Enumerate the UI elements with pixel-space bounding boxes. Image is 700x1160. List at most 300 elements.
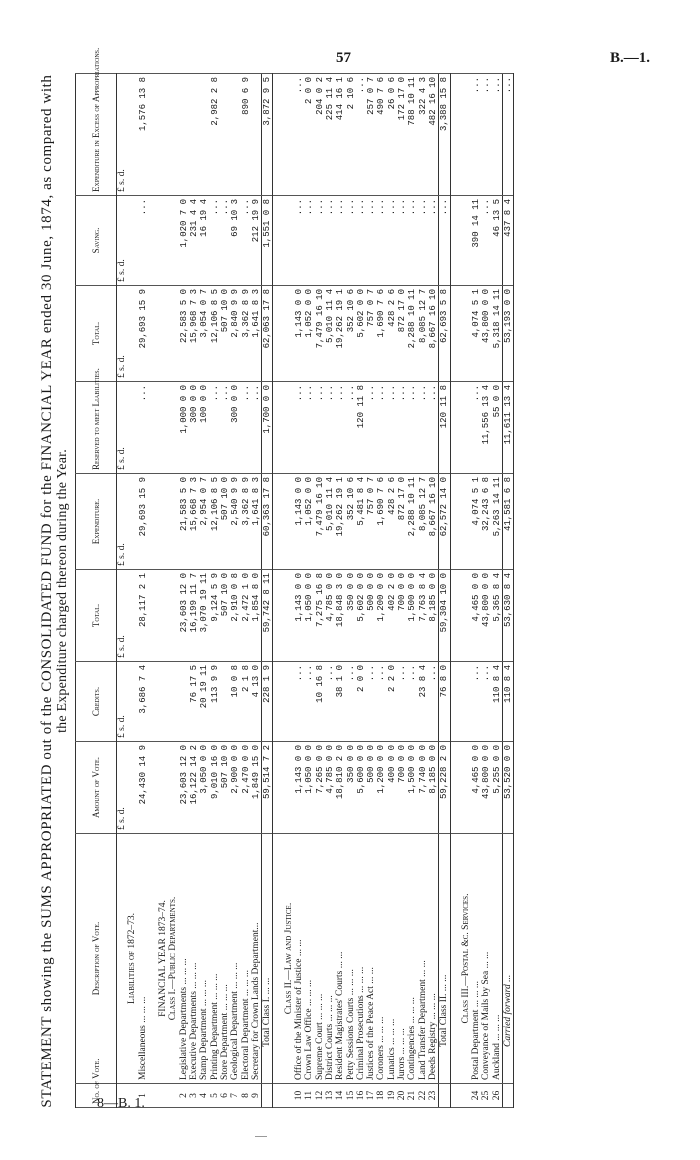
cell-saving: ... <box>366 196 376 286</box>
cell-total: 7,275 16 8 <box>315 570 325 662</box>
cell-res: ... <box>376 382 386 474</box>
spacer-row <box>273 74 284 1108</box>
cell-total: 4,465 0 0 <box>471 570 481 662</box>
cell-excess <box>189 74 199 196</box>
header-description: Description of Vote. <box>76 834 117 1084</box>
cell-credits: 113 9 9 <box>210 662 220 742</box>
cell-excess: 257 0 7 <box>366 74 376 196</box>
cell-exp: 2,954 0 7 <box>199 474 209 570</box>
vote-description: Legislative Departments ... ... ... <box>179 834 189 1084</box>
cell-total: 43,800 0 0 <box>481 570 491 662</box>
cell-total: 507 10 0 <box>220 570 230 662</box>
cell-res: 11,611 13 4 <box>502 382 513 474</box>
cell-exp: 3,362 8 9 <box>241 474 251 570</box>
header-expenditure: Expenditure. <box>76 474 117 570</box>
cell-credits: 76 8 0 <box>439 662 450 742</box>
cell-amount: 59,514 7 2 <box>262 742 273 834</box>
vote-number: 6 <box>220 1084 230 1108</box>
table-row <box>315 74 325 1108</box>
cell-exp: 8,667 16 10 <box>428 474 439 570</box>
vote-number: 15 <box>346 1084 356 1108</box>
cell-amount: 1,849 15 0 <box>251 742 262 834</box>
vote-number: 16 <box>356 1084 366 1108</box>
cell-total: 5,602 0 0 <box>356 570 366 662</box>
cell-saving: 1,020 7 0 <box>179 196 189 286</box>
vote-description: Conveyance of Mails by Sea ... ... <box>481 834 491 1084</box>
cell-amount: 53,520 0 0 <box>502 742 513 834</box>
cell-credits: ... <box>304 662 314 742</box>
cell-total: 1,050 0 0 <box>304 570 314 662</box>
cell-excess: 414 16 1 <box>335 74 345 196</box>
table-row <box>220 74 230 1108</box>
cell-res: ... <box>387 382 397 474</box>
cell-saving: ... <box>294 196 304 286</box>
cell-res: ... <box>346 382 356 474</box>
cell-res: ... <box>418 382 428 474</box>
cell-saving: ... <box>481 196 491 286</box>
section-heading-row <box>127 74 137 1108</box>
cell-excess: ... <box>481 74 491 196</box>
cell-saving: ... <box>356 196 366 286</box>
vote-number: 19 <box>387 1084 397 1108</box>
cell-amount: 1,143 0 0 <box>294 742 304 834</box>
cell-total: 59,742 8 11 <box>262 570 273 662</box>
table-row <box>241 74 251 1108</box>
cell-amount: 2,470 0 0 <box>241 742 251 834</box>
section-heading: FINANCIAL YEAR 1873–74. <box>158 834 168 1084</box>
cell-credits: ... <box>397 662 407 742</box>
vote-description: Deeds Registry ... ... ... <box>428 834 439 1084</box>
cell-total: 350 0 0 <box>346 570 356 662</box>
table-body <box>117 74 514 1108</box>
cell-amount: 5,255 0 0 <box>492 742 503 834</box>
cell-saving: ... <box>407 196 417 286</box>
cell-excess: ... <box>492 74 503 196</box>
cell-credits: ... <box>471 662 481 742</box>
cell-credits: 2 0 0 <box>356 662 366 742</box>
cell-res: 100 0 0 <box>199 382 209 474</box>
cell-tot2: 5,318 14 11 <box>492 286 503 382</box>
cell-amount: 24,430 14 9 <box>138 742 148 834</box>
cell-exp: 1,641 8 3 <box>251 474 262 570</box>
table-row <box>387 74 397 1108</box>
table-row <box>492 74 503 1108</box>
cell-res: ... <box>366 382 376 474</box>
table-row <box>418 74 428 1108</box>
cell-amount: 18,810 2 0 <box>335 742 345 834</box>
cell-tot2: 757 0 7 <box>366 286 376 382</box>
cell-saving: ... <box>418 196 428 286</box>
cell-res: 11,556 13 4 <box>481 382 491 474</box>
section-heading: Liabilities of 1872–73. <box>127 834 137 1084</box>
cell-amount: 2,900 0 0 <box>230 742 240 834</box>
cell-exp: 352 10 6 <box>346 474 356 570</box>
cell-credits: ... <box>376 662 386 742</box>
cell-res: ... <box>335 382 345 474</box>
cell-amount: 5,600 0 0 <box>356 742 366 834</box>
vote-number: 3 <box>189 1084 199 1108</box>
cell-saving: 1,551 0 8 <box>262 196 273 286</box>
header-credits: Credits. <box>76 662 117 742</box>
cell-res: ... <box>294 382 304 474</box>
vote-number: 25 <box>481 1084 491 1108</box>
cell-total: 1,854 8 0 <box>251 570 262 662</box>
cell-excess: ... <box>356 74 366 196</box>
footer-reference: 8—B. 1. <box>97 1096 145 1111</box>
table-row <box>251 74 262 1108</box>
total-row <box>439 74 450 1108</box>
cell-saving: ... <box>220 196 230 286</box>
table-row <box>325 74 335 1108</box>
cell-excess: 1,576 13 8 <box>138 74 148 196</box>
cell-saving: ... <box>138 196 148 286</box>
cell-exp: 1,143 0 0 <box>294 474 304 570</box>
total-row <box>262 74 273 1108</box>
cell-exp: 428 2 6 <box>387 474 397 570</box>
cell-credits: ... <box>428 662 439 742</box>
table-row <box>179 74 189 1108</box>
table-row <box>199 74 209 1108</box>
vote-number: 13 <box>325 1084 335 1108</box>
units-cell: £ s. d. <box>117 286 128 382</box>
cell-res: ... <box>210 382 220 474</box>
section-heading-row <box>168 74 178 1108</box>
vote-description: Land Transfer Department ... ... <box>418 834 428 1084</box>
header-total: Total. <box>76 570 117 662</box>
cell-excess: 890 6 9 <box>241 74 251 196</box>
cell-saving: ... <box>210 196 220 286</box>
cell-saving: ... <box>315 196 325 286</box>
footer-dash <box>255 1136 267 1137</box>
cell-excess <box>220 74 230 196</box>
cell-excess: 3,388 15 8 <box>439 74 450 196</box>
vote-number: 23 <box>428 1084 439 1108</box>
cell-exp: 5,263 14 11 <box>492 474 503 570</box>
cell-saving: 212 19 9 <box>251 196 262 286</box>
vote-description: Jurors ... ... ... <box>397 834 407 1084</box>
cell-excess: ... <box>294 74 304 196</box>
cell-exp: 60,363 17 8 <box>262 474 273 570</box>
vote-number: 8 <box>241 1084 251 1108</box>
cell-total: 16,199 11 7 <box>189 570 199 662</box>
cell-exp: 21,583 5 0 <box>179 474 189 570</box>
cell-res: ... <box>304 382 314 474</box>
cell-excess: 2,982 2 8 <box>210 74 220 196</box>
cell-saving: 46 13 5 <box>492 196 503 286</box>
cell-amount: 9,010 16 0 <box>210 742 220 834</box>
page-reference: B.—1. <box>610 50 651 66</box>
vote-description: Executive Departments ... ... ... <box>189 834 199 1084</box>
cell-total: 23,603 12 0 <box>179 570 189 662</box>
section-heading-row <box>158 74 168 1108</box>
table-row <box>189 74 199 1108</box>
cell-tot2: 8,085 12 7 <box>418 286 428 382</box>
cell-credits: 23 8 4 <box>418 662 428 742</box>
table-row <box>356 74 366 1108</box>
table-row <box>471 74 481 1108</box>
cell-excess: ... <box>502 74 513 196</box>
cell-saving: ... <box>376 196 386 286</box>
vote-number: 14 <box>335 1084 345 1108</box>
cell-excess <box>179 74 189 196</box>
cell-credits: ... <box>325 662 335 742</box>
cell-amount: 1,050 0 0 <box>304 742 314 834</box>
cell-total: 1,500 0 0 <box>407 570 417 662</box>
vote-number: 5 <box>210 1084 220 1108</box>
cell-credits: 10 0 8 <box>230 662 240 742</box>
vote-description: Stamp Department ... ... ... <box>199 834 209 1084</box>
cell-exp: 5,481 8 4 <box>356 474 366 570</box>
header-total-2: Total. <box>76 286 117 382</box>
spacer-row <box>450 74 461 1108</box>
section-heading: Class I.—Public Departments. <box>168 834 178 1084</box>
cell-exp: 757 0 7 <box>366 474 376 570</box>
cell-excess: 490 7 6 <box>376 74 386 196</box>
cell-saving: ... <box>387 196 397 286</box>
vote-number <box>439 1084 450 1108</box>
cell-tot2: 352 10 6 <box>346 286 356 382</box>
section-heading: Class III.—Postal &c. Services. <box>461 834 471 1084</box>
vote-description: Store Department ... ... ... <box>220 834 230 1084</box>
vote-description: Printing Department ... ... ... <box>210 834 220 1084</box>
header-saving: Saving. <box>76 196 117 286</box>
cell-credits: ... <box>294 662 304 742</box>
units-cell: £ s. d. <box>117 742 128 834</box>
statement-title <box>39 74 71 1108</box>
vote-number: 22 <box>418 1084 428 1108</box>
cell-tot2: 5,602 0 0 <box>356 286 366 382</box>
units-cell: £ s. d. <box>117 74 128 196</box>
units-cell: £ s. d. <box>117 382 128 474</box>
cell-res: ... <box>428 382 439 474</box>
cell-amount: 1,500 0 0 <box>407 742 417 834</box>
cell-amount: 59,228 2 0 <box>439 742 450 834</box>
vote-description: Total Class I. ... ... <box>262 834 273 1084</box>
vote-description: Lunatics ... ... ... <box>387 834 397 1084</box>
cell-tot2: 53,193 0 0 <box>502 286 513 382</box>
cell-saving: 390 14 11 <box>471 196 481 286</box>
units-cell: £ s. d. <box>117 570 128 662</box>
cell-amount: 500 0 0 <box>366 742 376 834</box>
cell-saving: ... <box>335 196 345 286</box>
cell-res: ... <box>407 382 417 474</box>
cell-excess <box>199 74 209 196</box>
vote-description: Resident Magistrates' Courts ... ... <box>335 834 345 1084</box>
cell-tot2: 22,583 5 0 <box>179 286 189 382</box>
cell-exp: 1,690 7 6 <box>376 474 386 570</box>
cell-saving: 231 4 4 <box>189 196 199 286</box>
vote-description: Miscellaneous ... ... ... <box>138 834 148 1084</box>
cell-total: 8,185 0 0 <box>428 570 439 662</box>
cell-excess: 2 0 0 <box>304 74 314 196</box>
cell-saving: 16 19 4 <box>199 196 209 286</box>
cell-exp: 8,085 12 7 <box>418 474 428 570</box>
cell-amount: 3,050 0 0 <box>199 742 209 834</box>
cell-total: 1,143 0 0 <box>294 570 304 662</box>
cell-total: 500 0 0 <box>366 570 376 662</box>
page-number: 57 <box>336 50 351 66</box>
units-row <box>117 74 128 1108</box>
cell-exp: 7,479 16 10 <box>315 474 325 570</box>
cell-res: ... <box>241 382 251 474</box>
cell-total: 59,304 10 0 <box>439 570 450 662</box>
cell-credits: 2 1 8 <box>241 662 251 742</box>
cell-tot2: 62,063 17 8 <box>262 286 273 382</box>
cell-total: 402 2 0 <box>387 570 397 662</box>
header-vote-number: No. of Vote. <box>76 1084 117 1108</box>
cell-tot2: 15,968 7 3 <box>189 286 199 382</box>
cell-amount: 8,185 0 0 <box>428 742 439 834</box>
vote-number: 7 <box>230 1084 240 1108</box>
vote-number: 4 <box>199 1084 209 1108</box>
cell-exp: 2,540 9 9 <box>230 474 240 570</box>
cell-tot2: 428 2 6 <box>387 286 397 382</box>
vote-number: 12 <box>315 1084 325 1108</box>
cell-exp: 62,572 14 0 <box>439 474 450 570</box>
cell-tot2: 3,362 8 9 <box>241 286 251 382</box>
table-row <box>138 74 148 1108</box>
title-line-2: the Expenditure charged thereon during the Year. <box>55 449 70 733</box>
vote-number: 17 <box>366 1084 376 1108</box>
units-cell: £ s. d. <box>117 662 128 742</box>
cell-credits: 3,686 7 4 <box>138 662 148 742</box>
cell-credits: 228 1 9 <box>262 662 273 742</box>
cell-credits: 10 16 8 <box>315 662 325 742</box>
cell-excess: 204 0 2 <box>315 74 325 196</box>
table-row <box>481 74 491 1108</box>
cell-tot2: 43,800 0 0 <box>481 286 491 382</box>
table-row <box>407 74 417 1108</box>
cell-tot2: 5,010 11 4 <box>325 286 335 382</box>
table-row <box>346 74 356 1108</box>
cell-saving: ... <box>439 196 450 286</box>
section-heading-row <box>284 74 294 1108</box>
vote-number: 9 <box>251 1084 262 1108</box>
cell-exp: 507 10 0 <box>220 474 230 570</box>
cell-tot2: 1,052 0 0 <box>304 286 314 382</box>
vote-description: Office of the Minister of Justice ... ... <box>294 834 304 1084</box>
cell-total: 2,472 1 0 <box>241 570 251 662</box>
cell-tot2: 8,667 16 10 <box>428 286 439 382</box>
vote-number <box>262 1084 273 1108</box>
cell-amount: 4,465 0 0 <box>471 742 481 834</box>
vote-description: Coroners ... ... ... <box>376 834 386 1084</box>
cell-excess: 482 16 10 <box>428 74 439 196</box>
carried-forward-row <box>502 74 513 1108</box>
cell-exp: 32,243 6 8 <box>481 474 491 570</box>
cell-saving: ... <box>304 196 314 286</box>
cell-tot2: 872 17 0 <box>397 286 407 382</box>
cell-saving: 437 8 4 <box>502 196 513 286</box>
cell-res: 120 11 8 <box>439 382 450 474</box>
cell-credits: 2 2 0 <box>387 662 397 742</box>
cell-tot2: 29,693 15 9 <box>138 286 148 382</box>
vote-number: 10 <box>294 1084 304 1108</box>
vote-number: 18 <box>376 1084 386 1108</box>
cell-exp: 19,262 19 1 <box>335 474 345 570</box>
cell-res: ... <box>315 382 325 474</box>
cell-res: ... <box>471 382 481 474</box>
vote-number: 1 <box>138 1084 148 1108</box>
cell-excess: 26 0 6 <box>387 74 397 196</box>
cell-saving: ... <box>397 196 407 286</box>
vote-number: 21 <box>407 1084 417 1108</box>
table-row <box>428 74 439 1108</box>
cell-saving: ... <box>428 196 439 286</box>
cell-amount: 1,200 0 0 <box>376 742 386 834</box>
vote-description: Crown Law Office ... ... ... <box>304 834 314 1084</box>
cell-amount: 4,785 0 0 <box>325 742 335 834</box>
vote-description: Justices of the Peace Act ... ... <box>366 834 376 1084</box>
cell-credits: 38 1 0 <box>335 662 345 742</box>
cell-amount: 43,800 0 0 <box>481 742 491 834</box>
cell-excess: ... <box>471 74 481 196</box>
appropriation-table <box>75 47 514 1108</box>
cell-credits: 110 8 4 <box>492 662 503 742</box>
cell-total: 28,117 2 1 <box>138 570 148 662</box>
cell-amount: 23,603 12 0 <box>179 742 189 834</box>
cell-amount: 350 0 0 <box>346 742 356 834</box>
cell-credits: ... <box>366 662 376 742</box>
table-row <box>230 74 240 1108</box>
cell-total: 4,785 0 0 <box>325 570 335 662</box>
cell-exp: 5,010 11 4 <box>325 474 335 570</box>
table-row <box>335 74 345 1108</box>
cell-tot2: 62,693 5 8 <box>439 286 450 382</box>
cell-excess <box>230 74 240 196</box>
vote-description: District Courts ... ... ... <box>325 834 335 1084</box>
cell-res: ... <box>325 382 335 474</box>
cell-res: ... <box>220 382 230 474</box>
cell-exp: 2,288 10 11 <box>407 474 417 570</box>
title-line-1: STATEMENT showing the SUMS APPROPRIATED out of the CONSOLIDATED FUND for the FINANCIAL YEAR ended 30 June, 1874, as compared with <box>39 74 55 1108</box>
vote-description: Electoral Department ... ... ... <box>241 834 251 1084</box>
cell-credits <box>220 662 230 742</box>
cell-res: 300 0 0 <box>189 382 199 474</box>
cell-excess <box>251 74 262 196</box>
table-row <box>366 74 376 1108</box>
cell-exp: 41,581 6 8 <box>502 474 513 570</box>
cell-tot2: 19,262 19 1 <box>335 286 345 382</box>
cell-total: 700 0 0 <box>397 570 407 662</box>
vote-number: 11 <box>304 1084 314 1108</box>
spacer-row <box>148 74 158 1108</box>
vote-description: Supreme Court ... ... ... <box>315 834 325 1084</box>
cell-amount: 700 0 0 <box>397 742 407 834</box>
cell-total: 3,070 19 11 <box>199 570 209 662</box>
cell-excess: 225 11 4 <box>325 74 335 196</box>
cell-credits: 4 13 0 <box>251 662 262 742</box>
section-heading: Class II.—Law and Justice. <box>284 834 294 1084</box>
table-row <box>294 74 304 1108</box>
cell-excess: 172 17 0 <box>397 74 407 196</box>
cell-tot2: 4,074 5 1 <box>471 286 481 382</box>
cell-tot2: 1,143 0 0 <box>294 286 304 382</box>
table-row <box>304 74 314 1108</box>
cell-res: 55 0 0 <box>492 382 503 474</box>
cell-total: 7,763 8 4 <box>418 570 428 662</box>
cell-excess: 2 10 6 <box>346 74 356 196</box>
cell-amount: 400 0 0 <box>387 742 397 834</box>
header-reserved: Reserved to meet Liabilities. <box>76 382 117 474</box>
cell-res: 120 11 8 <box>356 382 366 474</box>
cell-exp: 12,106 8 5 <box>210 474 220 570</box>
cell-excess: 3,872 9 5 <box>262 74 273 196</box>
vote-description: Criminal Prosecutions ... ... ... <box>356 834 366 1084</box>
vote-description: Postal Department ... ... ... <box>471 834 481 1084</box>
cell-res: 1,000 0 0 <box>179 382 189 474</box>
cell-exp: 872 17 0 <box>397 474 407 570</box>
